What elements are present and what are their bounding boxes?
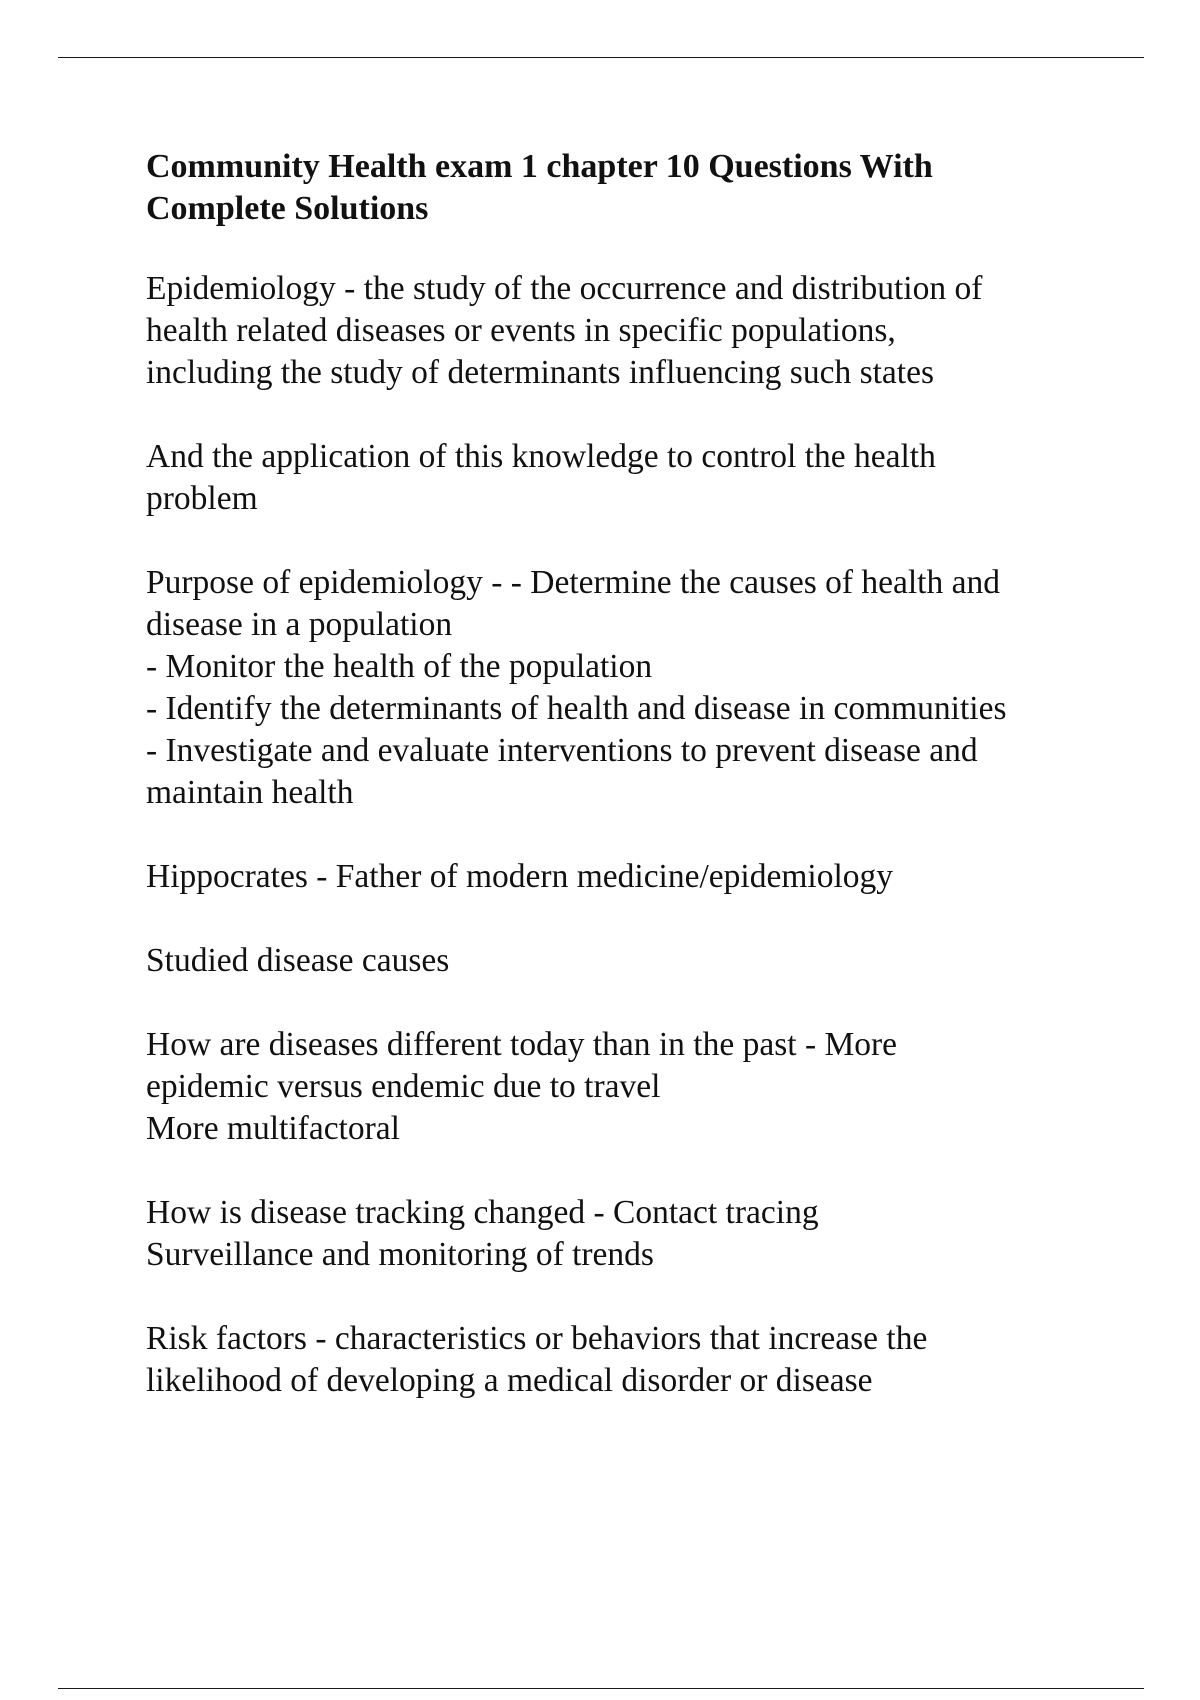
top-rule <box>58 57 1144 58</box>
paragraph-disease-tracking: How is disease tracking changed - Contact tracing Surveillance and monitoring of trends <box>146 1194 819 1273</box>
paragraph-disease-causes: Studied disease causes <box>146 942 450 979</box>
paragraph-risk-factors: Risk factors - characteristics or behaviors that increase the likelihood of developing a medical disorder or disease <box>146 1320 928 1399</box>
paragraph-purpose: Purpose of epidemiology - - Determine the causes of health and disease in a population - Monitor the health of the population - Identify the determinants of health and disease in communities - Investigate and evaluate interventions to prevent disease and maintain health <box>146 564 1007 811</box>
document-body <box>146 146 1106 1444</box>
paragraph-epidemiology-definition: Epidemiology - the study of the occurrence and distribution of health related diseases or events in specific populations, including the study of determinants influencing such states <box>146 270 983 391</box>
bottom-rule <box>58 1688 1144 1689</box>
paragraph-hippocrates: Hippocrates - Father of modern medicine/epidemiology <box>146 858 894 895</box>
document-title: Community Health exam 1 chapter 10 Questions With Complete Solutions <box>146 148 933 227</box>
paragraph-application: And the application of this knowledge to control the health problem <box>146 438 936 517</box>
paragraph-diseases-today: How are diseases different today than in the past - More epidemic versus endemic due to travel More multifactoral <box>146 1026 898 1147</box>
